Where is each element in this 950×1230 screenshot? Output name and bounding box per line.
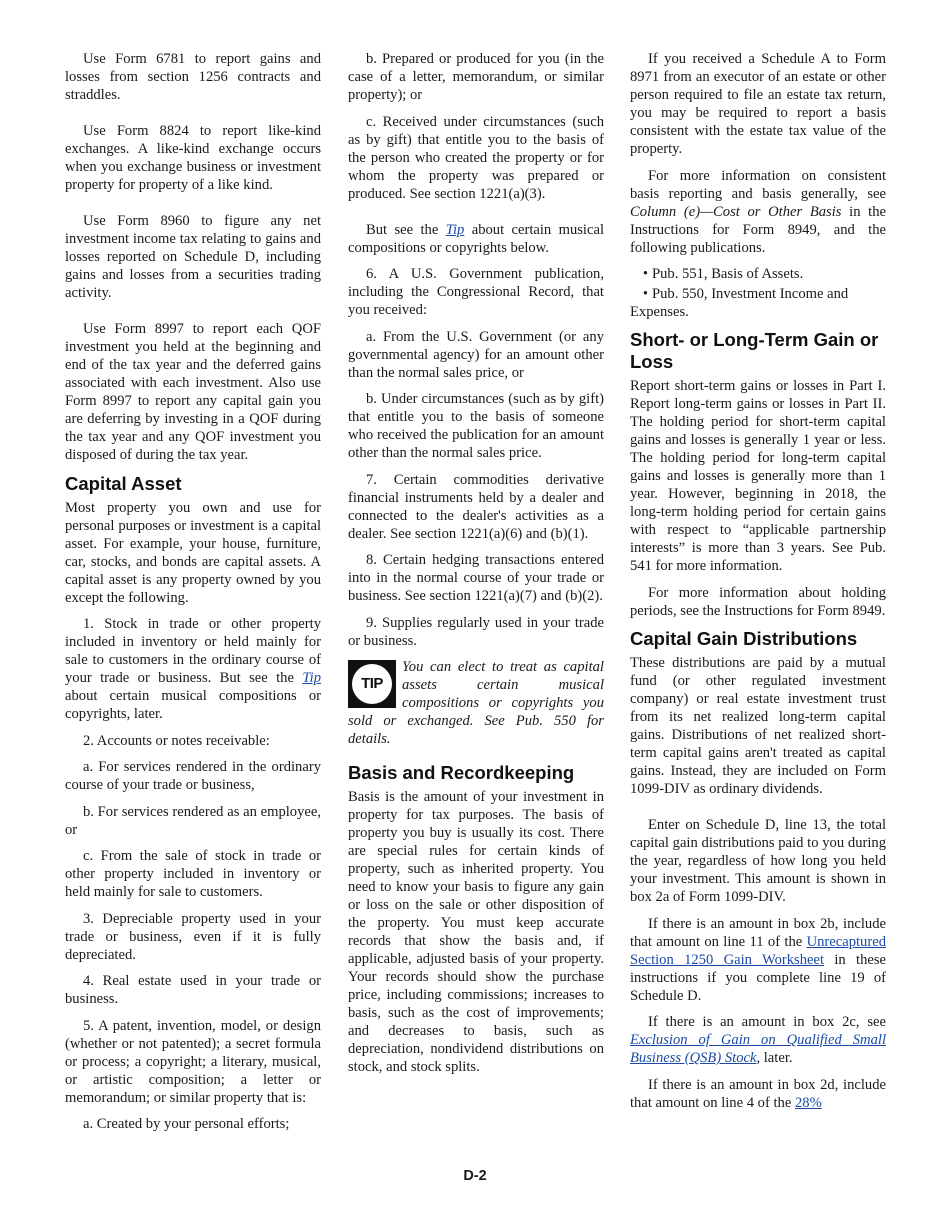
more-info-before: For more information on consistent basis reporting and basis generally, see — [630, 167, 886, 202]
bullet-pub-551 — [630, 265, 886, 283]
form-6781-paragraph: Use Form 6781 to report gains and losses from section 1256 contracts and straddles. — [65, 51, 321, 103]
page-number: D-2 — [463, 1168, 487, 1184]
form-8960-paragraph: Use Form 8960 to figure any net investment income tax relating to gains and losses reported on Schedule D, including gains and losses from a securities trading activity. — [65, 213, 321, 301]
tip-ref-before: But see the — [366, 221, 446, 238]
item-1-text-before: 1. Stock in trade or other property included in inventory or held mainly for sale to customers in the ordinary course of your trade or business. But see the — [65, 616, 321, 686]
box-2b-before: If there is an amount in box 2b, include that amount on line 11 of the — [630, 915, 886, 950]
more-info-after: in the Instructions for Form 8949, and the following publications. — [630, 203, 886, 256]
tip-box — [348, 658, 604, 748]
tip-icon-label: TIP — [352, 664, 392, 704]
capital-asset-item-5a: a. Created by your personal efforts; — [83, 1116, 290, 1132]
consistent-basis-paragraph — [630, 167, 886, 257]
box-2d-paragraph — [630, 1076, 886, 1112]
column-left — [65, 50, 321, 1142]
bullet-text: Pub. 551, Basis of Assets. — [652, 266, 804, 282]
capital-asset-item-9: 9. Supplies regularly used in your trade or business. — [348, 614, 604, 649]
capital-asset-item-1 — [65, 615, 321, 723]
column-middle — [348, 50, 604, 1085]
capital-asset-item-6: 6. A U.S. Government publication, including the Congressional Record, that you received: — [348, 266, 604, 318]
box-2c-after: , later. — [756, 1050, 793, 1066]
tip-reference-paragraph — [348, 221, 604, 257]
capital-asset-item-6a: a. From the U.S. Government (or any governmental agency) for an amount other than the normal sales price, or — [348, 328, 604, 381]
tip-text: You can elect to treat as capital assets certain musical compositions or copyrights you sold or exchanged. See Pub. 550 for details. — [348, 659, 604, 747]
capital-asset-item-3: 3. Depreciable property used in your trade or business, even if it is fully depreciated. — [65, 910, 321, 963]
box-2b-paragraph — [630, 915, 886, 1005]
bullet-dot-icon: • — [642, 266, 648, 282]
heading-capital-asset: Capital Asset — [65, 472, 182, 494]
bullet-dot-icon: • — [642, 286, 648, 302]
form-8824-paragraph: Use Form 8824 to report like-kind exchanges. A like-kind exchange occurs when you exchange business or investment property for property of a like kind. — [65, 123, 321, 193]
capital-asset-item-8: 8. Certain hedging transactions entered into in the normal course of your trade or business. See section 1221(a)(7) and (b)(2). — [348, 552, 604, 604]
capital-asset-item-5c: c. Received under circumstances (such as by gift) that entitle you to the basis of the person who created the property or for whom the property was prepared or produced. See section 1221(a)(3). — [348, 113, 604, 202]
holding-period-paragraph: For more information about holding periods, see the Instructions for Form 8949. — [630, 584, 886, 619]
box-2c-before: If there is an amount in box 2c, see — [648, 1014, 886, 1030]
basis-paragraph: Basis is the amount of your investment in property for tax purposes. The basis of property you buy is usually its cost. There are special rules for certain kinds of property, such as inherited property. You need to know your basis to figure any gain or loss on the sale or other disposition of the property. You must keep accurate records that show the basis and, if applicable, adjusted basis of your property. Your records should show the purchase price, including commissions; increases to basis, such as the cost of improvements; and decreases to basis, such as depreciation, nondividend distributions on stock, and stock splits. — [348, 789, 604, 1075]
form-8971-paragraph: If you received a Schedule A to Form 8971 from an executor of an estate or other person required to file an estate tax return, you may be required to report a basis consistent with the estate tax value of the property. — [630, 51, 886, 157]
tip-icon — [348, 660, 396, 708]
capital-asset-item-5: 5. A patent, invention, model, or design (whether or not patented); a secret formula or process; a copyright; a literary, musical, or artistic composition; a letter or memorandum; or similar property that is: — [65, 1017, 321, 1106]
capital-asset-item-2c: c. From the sale of stock in trade or other property included in inventory or held mainly for sale to customers. — [65, 848, 321, 900]
capital-asset-item-2a: a. For services rendered in the ordinary course of your trade or business, — [65, 759, 321, 793]
tip-link[interactable]: Tip — [445, 221, 465, 238]
short-long-term-paragraph: Report short-term gains or losses in Part I. Report long-term gains or losses in Part II. The holding period for short-term capital gains and losses is generally 1 year or less. The holding period for long-term capital gains and losses is generally more than 1 year. However, beginning in 2018, the long-term holding period for certain gains with respect to “applicable partnership interests” is more than 3 years. See Pub. 541 for more information. — [630, 378, 886, 574]
capital-asset-item-2: 2. Accounts or notes receivable: — [83, 732, 270, 749]
form-8997-paragraph: Use Form 8997 to report each QOF investment you held at the beginning and end of the tax year and the deferred gains associated with each investment. Also use Form 8997 to report any capital gain you are deferring by investing in a QOF during the tax year and any QOF investment you disposed of during the tax year. — [65, 321, 321, 463]
bullet-pub-550 — [630, 285, 886, 321]
capital-asset-item-6b: b. Under circumstances (such as by gift) that entitle you to the basis of someone who received the publication for an amount other than the normal sales price. — [348, 391, 604, 461]
column-e-reference: Column (e)—Cost or Other Basis — [630, 203, 842, 220]
tip-ref-after: about certain musical compositions or copyrights below. — [348, 221, 604, 256]
unrecaptured-1250-worksheet-link[interactable]: Unrecaptured Section 1250 Gain Worksheet — [630, 933, 886, 968]
column-right — [630, 50, 886, 1120]
schedule-d-line-13-paragraph: Enter on Schedule D, line 13, the total capital gain distributions paid to you during the year, regardless of how long you held your investment. This amount is shown in box 2a of Form 1099-DIV. — [630, 817, 886, 905]
qsb-stock-exclusion-link[interactable]: Exclusion of Gain on Qualified Small Business (QSB) Stock — [630, 1032, 886, 1066]
capital-asset-item-2b: b. For services rendered as an employee, or — [65, 803, 321, 838]
capital-asset-item-4: 4. Real estate used in your trade or business. — [65, 973, 321, 1007]
capital-asset-intro: Most property you own and use for personal purposes or investment is a capital asset. For example, your house, furniture, car, stocks, and bonds are capital assets. A capital asset is any property owned by you except the following. — [65, 499, 321, 606]
heading-basis-recordkeeping: Basis and Recordkeeping — [348, 762, 575, 783]
capital-asset-item-7: 7. Certain commodities derivative financial instruments held by a dealer and connected to the dealer's activities as a dealer. See section 1221(a)(6) and (b)(1). — [348, 471, 604, 542]
item-1-text-after: about certain musical compositions or copyrights, later. — [65, 688, 321, 722]
capital-asset-item-5b: b. Prepared or produced for you (in the case of a letter, memorandum, or similar property); or — [348, 51, 604, 103]
heading-capital-gain-distributions: Capital Gain Distributions — [630, 628, 858, 649]
box-2c-paragraph — [630, 1013, 886, 1067]
bullet-text: Pub. 550, Investment Income and Expenses. — [630, 286, 849, 320]
tip-link[interactable]: Tip — [302, 670, 321, 686]
heading-short-long-term: Short- or Long-Term Gain or Loss — [630, 329, 879, 372]
28-percent-rate-link[interactable]: 28% — [794, 1094, 822, 1111]
capital-gain-distributions-paragraph: These distributions are paid by a mutual fund (or other regulated investment company) or real estate investment trust from its net realized long-term capital gains. Distributions of net realized short-term capital gains aren't treated as capital gains. Instead, they are included on Form 1099-DIV as ordinary dividends. — [630, 655, 886, 797]
box-2d-before: If there is an amount in box 2d, include that amount on line 4 of the — [630, 1076, 886, 1111]
box-2b-after: in these instructions if you complete line 19 of Schedule D. — [630, 951, 886, 1004]
